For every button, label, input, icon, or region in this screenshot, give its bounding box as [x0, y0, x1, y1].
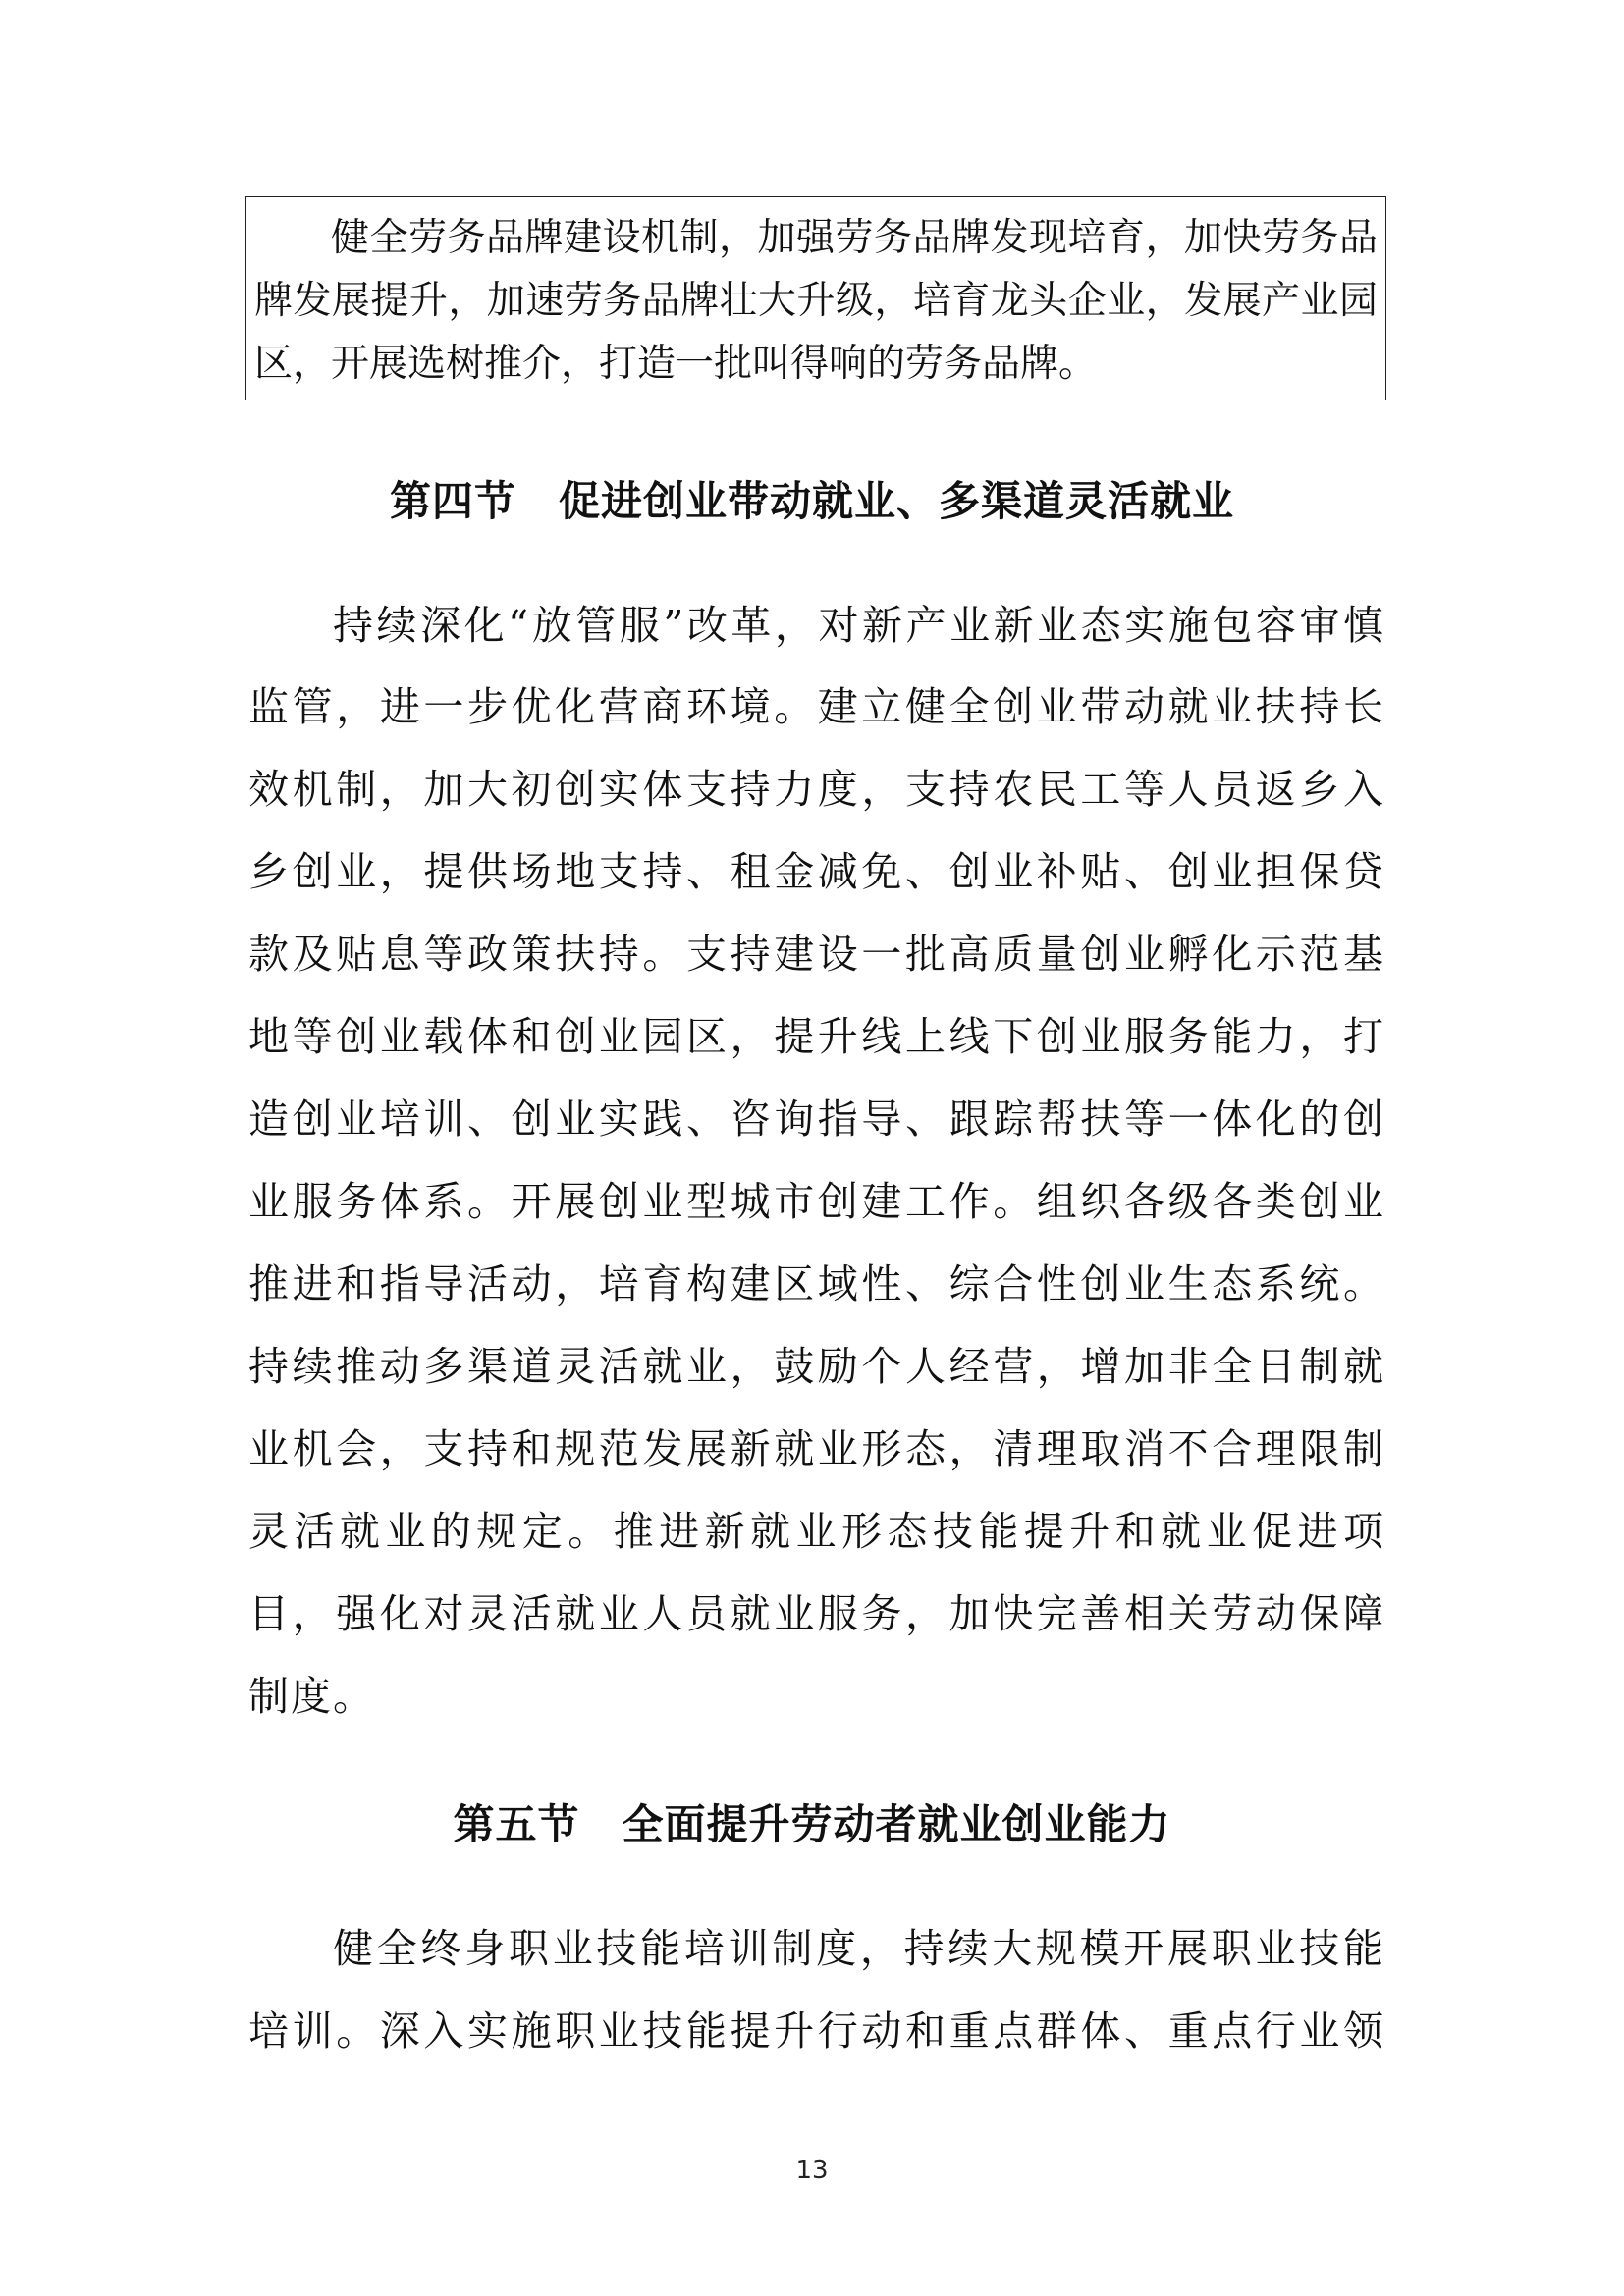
boxed-line: 健全劳务品牌建设机制，加强劳务品牌发现培育，加快劳务品 [331, 216, 1378, 260]
paragraph-line: 灵活就业的规定。推进新就业形态技能提升和就业促进项 [248, 1508, 1385, 1555]
paragraph-line: 推进和指导活动，培育构建区域性、综合性创业生态系统。 [248, 1260, 1385, 1308]
paragraph-line: 制度。 [248, 1673, 375, 1720]
section-heading-4: 第四节 促进创业带动就业、多渠道灵活就业 [389, 477, 1234, 525]
paragraph-line: 健全终身职业技能培训制度，持续大规模开展职业技能 [333, 1925, 1385, 1972]
paragraph-line: 目，强化对灵活就业人员就业服务，加快完善相关劳动保障 [248, 1590, 1385, 1637]
paragraph-line: 地等创业载体和创业园区，提升线上线下创业服务能力，打 [248, 1013, 1385, 1060]
paragraph-line: 款及贴息等政策扶持。支持建设一批高质量创业孵化示范基 [248, 931, 1385, 978]
paragraph-line: 业服务体系。开展创业型城市创建工作。组织各级各类创业 [248, 1178, 1385, 1225]
paragraph-line: 持续推动多渠道灵活就业，鼓励个人经营，增加非全日制就 [248, 1343, 1385, 1390]
page-number: 13 [795, 2156, 829, 2185]
boxed-line: 牌发展提升，加速劳务品牌壮大升级，培育龙头企业，发展产业园 [254, 279, 1378, 323]
paragraph-line: 监管，进一步优化营商环境。建立健全创业带动就业扶持长 [248, 683, 1385, 730]
section-heading-5: 第五节 全面提升劳动者就业创业能力 [453, 1800, 1171, 1848]
paragraph-line: 业机会，支持和规范发展新就业形态，清理取消不合理限制 [248, 1425, 1385, 1472]
paragraph-line: 造创业培训、创业实践、咨询指导、跟踪帮扶等一体化的创 [248, 1095, 1385, 1143]
boxed-paragraph [245, 196, 1386, 400]
paragraph-line: 效机制，加大初创实体支持力度，支持农民工等人员返乡入 [248, 766, 1385, 813]
boxed-line: 区，开展选树推介，打造一批叫得响的劳务品牌。 [254, 342, 1098, 386]
paragraph-line: 培训。深入实施职业技能提升行动和重点群体、重点行业领 [248, 2007, 1385, 2055]
paragraph-line: 持续深化“放管服”改革，对新产业新业态实施包容审慎 [333, 602, 1385, 649]
paragraph-line: 乡创业，提供场地支持、租金减免、创业补贴、创业担保贷 [248, 848, 1385, 895]
